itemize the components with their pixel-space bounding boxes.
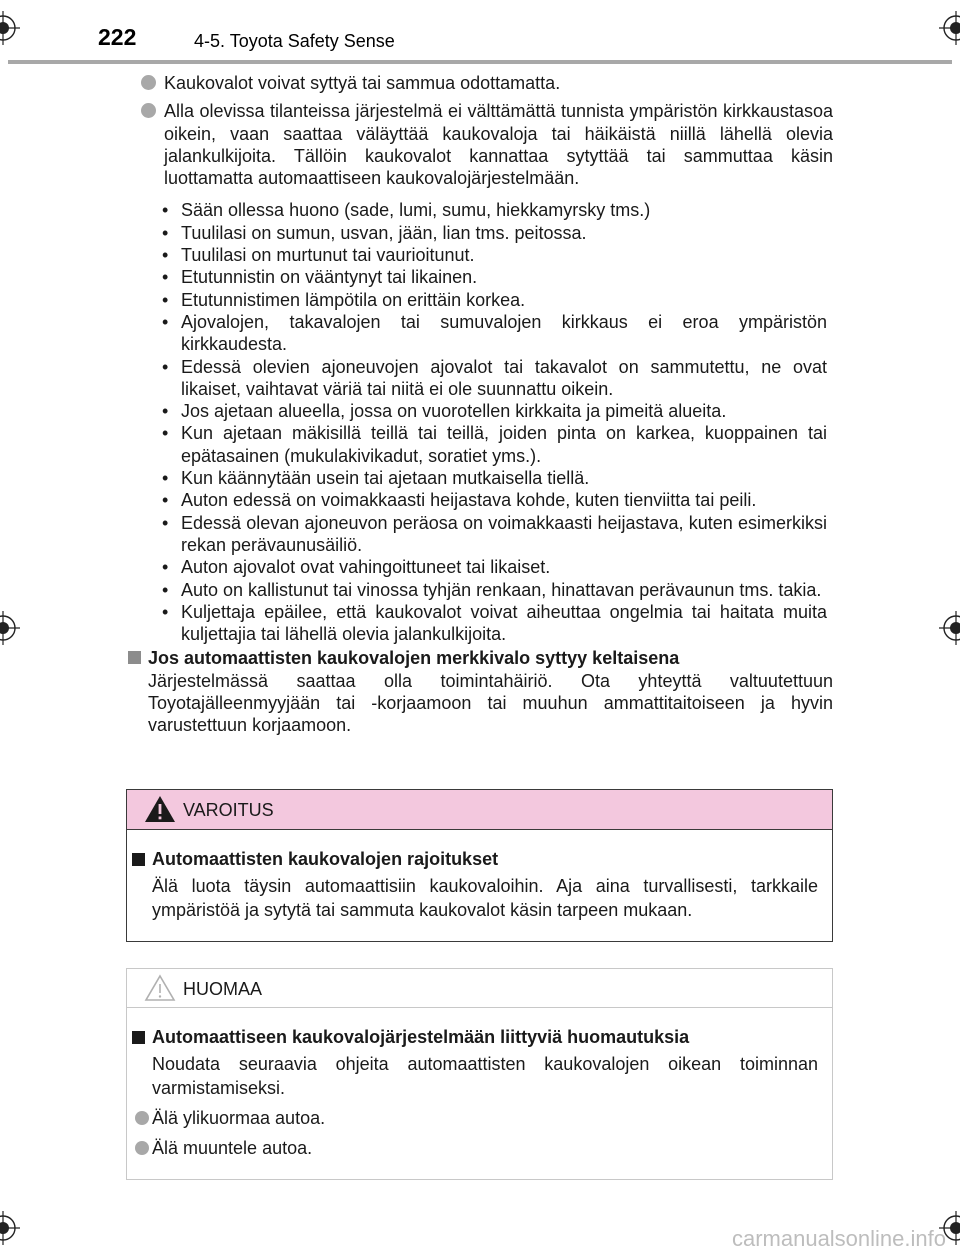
notice-body xyxy=(127,1008,832,1160)
bullet-dot-icon xyxy=(135,1141,149,1155)
conditions-list xyxy=(128,199,833,645)
list-item: • Auton edessä on voimakkaasti heijastava kohde, kuten tienviitta tai peili. xyxy=(162,490,757,511)
indicator-heading: Jos automaattisten kaukovalojen merkkivalo syttyy keltaisena xyxy=(128,647,833,669)
bullet-marker: • xyxy=(162,557,169,578)
notice-heading: Automaattiseen kaukovalojärjestelmään liittyviä huomautuksia xyxy=(132,1025,818,1049)
note-text: Kaukovalot voivat syttyä tai sammua odottamatta. xyxy=(164,73,561,93)
square-bullet-icon xyxy=(132,853,145,866)
bullet-marker: • xyxy=(162,356,169,377)
bullet-marker: • xyxy=(162,222,169,243)
warning-text: Älä luota täysin automaattisiin kaukovaloihin. Aja aina turvallisesti, tarkkaile ympäristöä ja sytytä tai sammuta kaukovalot käsin tarpeen mukaan. xyxy=(152,876,818,920)
square-bullet-icon xyxy=(128,651,141,664)
bullet-marker: • xyxy=(162,490,169,511)
note-item xyxy=(128,100,833,189)
list-item: • Edessä olevan ajoneuvon peräosa on voimakkaasti heijastava, kuten esimerkiksi rekan perävaunusäiliö. xyxy=(162,512,827,555)
registration-mark-icon xyxy=(0,1211,20,1245)
notice-title: HUOMAA xyxy=(183,979,263,999)
list-item: • Sään ollessa huono (sade, lumi, sumu, hiekkamyrsky tms.) xyxy=(162,200,651,221)
warning-triangle-icon xyxy=(143,794,177,824)
notice-box xyxy=(126,968,833,1180)
list-item: • Ajovalojen, takavalojen tai sumuvalojen kirkkaus ei eroa ympäristön kirkkaudesta. xyxy=(162,311,827,355)
list-item: • Etutunnistin on vääntynyt tai likainen. xyxy=(162,267,478,288)
list-item: • Jos ajetaan alueella, jossa on vuorotellen kirkkaita ja pimeitä alueita. xyxy=(162,401,727,422)
bullet-marker: • xyxy=(162,200,169,221)
page-header xyxy=(0,0,960,70)
watermark: carmanualsonline.info xyxy=(731,1226,946,1251)
warning-heading: Automaattisten kaukovalojen rajoitukset xyxy=(132,847,818,871)
list-item: • Kun ajetaan mäkisillä teillä tai teillä, joiden pinta on karkea, kuoppainen tai epätasainen (mukulakivikadut, soratiet yms.). xyxy=(162,423,827,466)
warning-header xyxy=(127,790,832,830)
section-title: 4-5. Toyota Safety Sense xyxy=(194,31,395,51)
notice-header xyxy=(127,969,832,1008)
page-number: 222 xyxy=(98,24,137,50)
bullet-marker: • xyxy=(162,245,169,266)
list-item: • Tuulilasi on sumun, usvan, jään, lian tms. peitossa. xyxy=(162,222,587,243)
notice-item: Älä ylikuormaa autoa. xyxy=(132,1106,818,1130)
bullet-marker: • xyxy=(162,423,169,444)
list-item: • Auton ajovalot ovat vahingoittuneet tai likaiset. xyxy=(162,557,551,578)
bullet-marker: • xyxy=(162,311,169,332)
main-content xyxy=(128,72,833,737)
bullet-marker: • xyxy=(162,289,169,310)
bullet-marker: • xyxy=(162,579,169,600)
bullet-marker: • xyxy=(162,512,169,533)
notice-item: Älä muuntele autoa. xyxy=(132,1136,818,1160)
indicator-body: Järjestelmässä saattaa olla toimintahäiriö. Ota yhteyttä valtuutettuun Toyotajälleenmyyjään tai -korjaamoon tai muuhun ammattitaitoiseen ja hyvin varustettuun korjaamoon. xyxy=(148,670,833,736)
header-rule xyxy=(8,60,952,64)
list-item: • Kuljettaja epäilee, että kaukovalot voivat aiheuttaa ongelmia tai haitata muita kuljettajia tai lähellä olevia jalankulkijoita. xyxy=(162,601,827,645)
warning-body xyxy=(127,830,832,922)
bullet-marker: • xyxy=(162,267,169,288)
registration-mark-icon xyxy=(0,611,20,645)
list-item: • Auto on kallistunut tai vinossa tyhjän renkaan, hinattavan perävaunun tms. takia. xyxy=(162,579,822,600)
bullet-marker: • xyxy=(162,401,169,422)
list-item: • Etutunnistimen lämpötila on erittäin korkea. xyxy=(162,289,526,310)
list-item: • Tuulilasi on murtunut tai vaurioitunut. xyxy=(162,245,475,266)
bullet-marker: • xyxy=(162,468,169,489)
warning-box xyxy=(126,789,833,942)
list-item: • Edessä olevien ajoneuvojen ajovalot tai takavalot on sammutettu, ne ovat likaiset, vaihtavat väriä tai niitä ei ole suunnattu oikein. xyxy=(162,356,827,399)
bullet-dot-icon xyxy=(141,75,156,90)
warning-title: VAROITUS xyxy=(183,800,274,820)
note-text: Alla olevissa tilanteissa järjestelmä ei välttämättä tunnista ympäristön kirkkaustasoa oikein, vaan saattaa väläyttää kaukovaloja tai häikäistä niillä lähellä olevia jalankulkijoita. Tällöin kaukovalot kannattaa sytyttää tai sammuttaa käsin luottamatta automaattiseen kaukovalojärjestelmään. xyxy=(164,101,833,189)
registration-mark-icon xyxy=(939,611,960,645)
bullet-dot-icon xyxy=(141,103,156,118)
square-bullet-icon xyxy=(132,1031,145,1044)
list-item: • Kun käännytään usein tai ajetaan mutkaisella tiellä. xyxy=(162,468,590,489)
caution-triangle-icon xyxy=(143,973,177,1003)
notice-text: Noudata seuraavia ohjeita automaattisten kaukovalojen oikean toiminnan varmistamiseksi. xyxy=(152,1054,818,1098)
note-item xyxy=(128,72,833,94)
bullet-dot-icon xyxy=(135,1111,149,1125)
bullet-marker: • xyxy=(162,601,169,622)
